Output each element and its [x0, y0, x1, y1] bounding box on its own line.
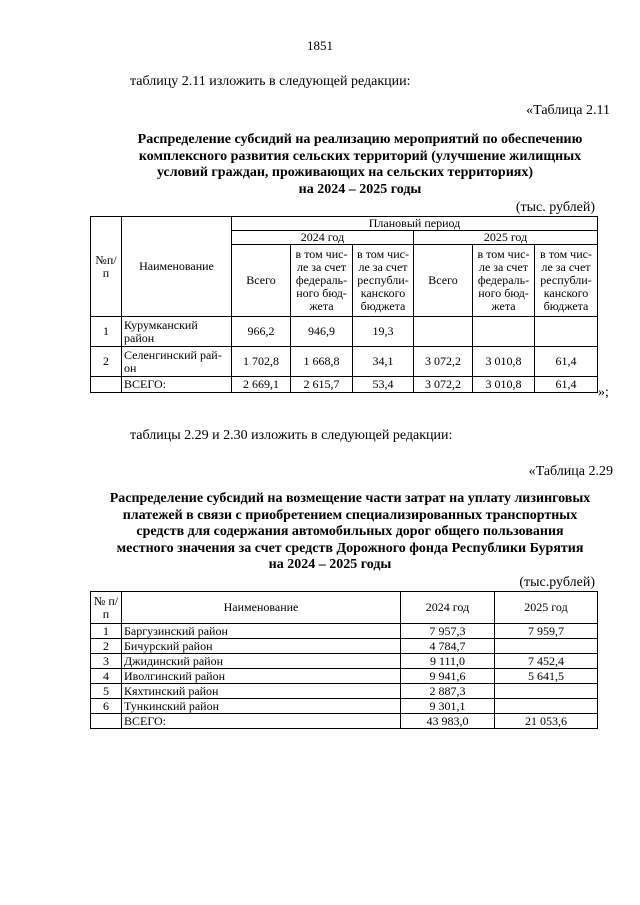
row-name: Тункинский район [122, 699, 401, 714]
row-republic-2024: 19,3 [353, 317, 414, 347]
row-name: Джидинский район [122, 654, 401, 669]
section2-unit: (тыс.рублей) [519, 575, 595, 590]
row-name: Селенгинский рай- он [122, 347, 232, 377]
section1-heading-line: Распределение субсидий на реализацию мероприятий по обеспечению [137, 132, 583, 147]
header-no: № п/п [91, 592, 122, 624]
row-federal-2025: 3 010,8 [473, 347, 535, 377]
section1-table-name: «Таблица 2.11 [526, 103, 610, 118]
row-federal-2024: 1 668,8 [291, 347, 353, 377]
header-2025: 2025 год [495, 592, 598, 624]
table-row [91, 654, 598, 669]
row-federal-2025 [473, 317, 535, 347]
section1-closing: »; [598, 385, 609, 400]
row-no: 6 [91, 699, 122, 714]
row-name: ВСЕГО: [122, 377, 232, 393]
header-republic-2024: в том чис- ле за счет республи- канского бюджета [353, 245, 414, 317]
row-name: Баргузинский район [122, 624, 401, 639]
subsidy-table-2-11 [90, 216, 598, 393]
header-republic-2025: в том чис- ле за счет республи- канского бюджета [535, 245, 598, 317]
row-name: Кяхтинский район [122, 684, 401, 699]
row-total-2025: 3 072,2 [414, 377, 473, 393]
row-republic-2025: 61,4 [535, 347, 598, 377]
row-value-2025 [495, 639, 598, 654]
section2-heading-line: платежей в связи с приобретением специализированных транспортных [122, 507, 578, 523]
row-no: 4 [91, 669, 122, 684]
row-name: ВСЕГО: [122, 714, 401, 729]
row-no: 3 [91, 654, 122, 669]
row-name: Бичурский район [122, 639, 401, 654]
row-federal-2024: 946,9 [291, 317, 353, 347]
row-value-2024: 9 111,0 [401, 654, 495, 669]
row-value-2024: 9 941,6 [401, 669, 495, 684]
row-no [91, 377, 122, 393]
header-no: №п/ п [91, 217, 122, 317]
table-row [91, 699, 598, 714]
header-total-2025: Всего [414, 245, 473, 317]
row-no: 1 [91, 624, 122, 639]
row-value-2025 [495, 684, 598, 699]
section1-heading [80, 132, 640, 198]
header-2024: 2024 год [232, 231, 414, 245]
section2-table-name: «Таблица 2.29 [528, 464, 613, 479]
row-no: 2 [91, 639, 122, 654]
row-federal-2025: 3 010,8 [473, 377, 535, 393]
subsidy-table-2-29 [90, 591, 598, 729]
row-no: 1 [91, 317, 122, 347]
section2-heading-line: на 2024 – 2025 годы [268, 557, 392, 572]
row-total-2024: 966,2 [232, 317, 291, 347]
header-name: Наименование [122, 217, 232, 317]
row-value-2024: 2 887,3 [401, 684, 495, 699]
table-row [91, 317, 598, 347]
row-value-2024: 43 983,0 [401, 714, 495, 729]
header-federal-2024: в том чис- ле за счет федераль- ного бюд- жета [291, 245, 353, 317]
table-row [91, 624, 598, 639]
row-republic-2025 [535, 317, 598, 347]
table-row [91, 639, 598, 654]
row-value-2024: 4 784,7 [401, 639, 495, 654]
row-republic-2025: 61,4 [535, 377, 598, 393]
header-2025: 2025 год [414, 231, 598, 245]
table-row [91, 684, 598, 699]
table-row [91, 347, 598, 377]
section1-unit: (тыс. рублей) [515, 200, 595, 215]
header-planned-period: Плановый период [232, 217, 598, 231]
row-value-2025: 21 053,6 [495, 714, 598, 729]
section1-heading-line: на 2024 – 2025 годы [298, 181, 422, 197]
row-name: Курумканский район [122, 317, 232, 347]
row-value-2025: 7 452,4 [495, 654, 598, 669]
row-republic-2024: 34,1 [353, 347, 414, 377]
section1-intro: таблицу 2.11 изложить в следующей редакции: [130, 74, 411, 89]
row-value-2025 [495, 699, 598, 714]
row-no: 5 [91, 684, 122, 699]
row-no [91, 714, 122, 729]
row-total-2024: 2 669,1 [232, 377, 291, 393]
section2-intro: таблицы 2.29 и 2.30 изложить в следующей редакции: [130, 428, 453, 443]
row-value-2025: 7 959,7 [495, 624, 598, 639]
row-value-2025: 5 641,5 [495, 669, 598, 684]
row-total-2024: 1 702,8 [232, 347, 291, 377]
section2-heading [70, 491, 630, 574]
header-name: Наименование [122, 592, 401, 624]
table-row [91, 669, 598, 684]
header-federal-2025: в том чис- ле за счет федераль- ного бюд- жета [473, 245, 535, 317]
table-total-row [91, 714, 598, 729]
section2-heading-line: Распределение субсидий на возмещение части затрат на уплату лизинговых [109, 491, 591, 506]
section1-heading-line: условий граждан, проживающих на сельских территориях) [156, 165, 534, 180]
row-no: 2 [91, 347, 122, 377]
section1-heading-line: комплексного развития сельских территорий (улучшение жилищных [138, 148, 582, 164]
row-name: Иволгинский район [122, 669, 401, 684]
table-total-row [91, 377, 598, 393]
header-total-2024: Всего [232, 245, 291, 317]
row-value-2024: 7 957,3 [401, 624, 495, 639]
row-total-2025: 3 072,2 [414, 347, 473, 377]
section2-heading-line: местного значения за счет средств Дорожного фонда Республики Бурятия [116, 540, 584, 556]
section2-heading-line: средств для содержания автомобильных дорог общего пользования [136, 524, 564, 539]
row-total-2025 [414, 317, 473, 347]
row-republic-2024: 53,4 [353, 377, 414, 393]
row-value-2024: 9 301,1 [401, 699, 495, 714]
header-2024: 2024 год [401, 592, 495, 624]
page-number: 1851 [307, 38, 333, 53]
row-federal-2024: 2 615,7 [291, 377, 353, 393]
